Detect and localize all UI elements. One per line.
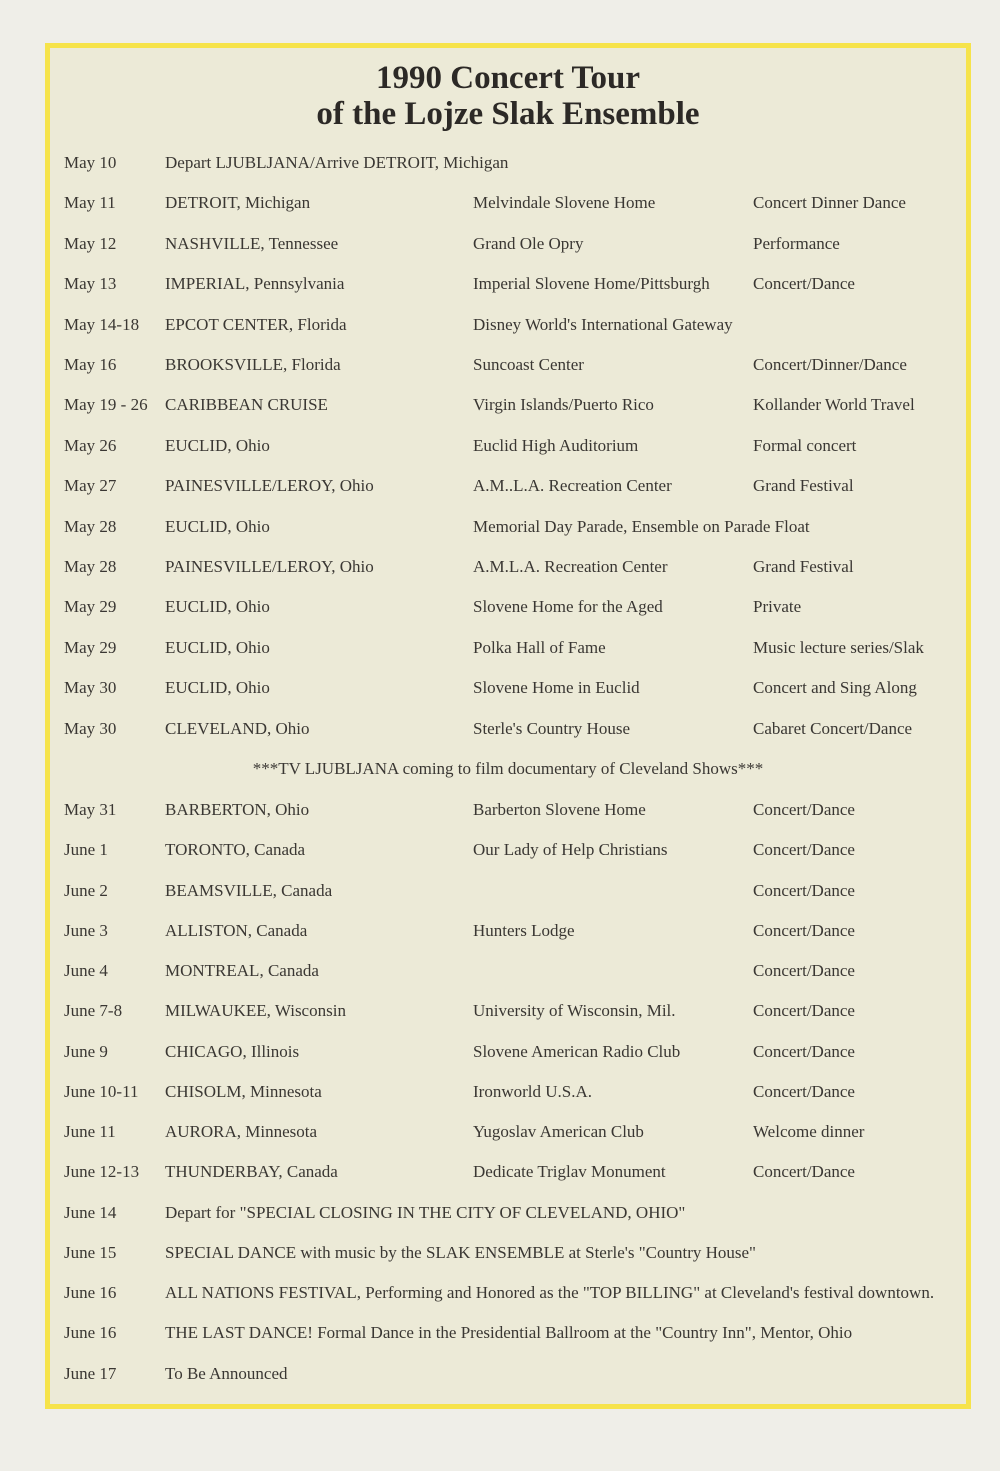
schedule-row <box>50 719 966 745</box>
schedule-row <box>50 597 966 623</box>
schedule-row <box>50 557 966 583</box>
row-event: Formal concert <box>753 435 857 455</box>
row-city: THE LAST DANCE! Formal Dance in the Presidential Ballroom at the "Country Inn", Mentor, Ohio <box>165 1323 853 1343</box>
row-date: June 14 <box>64 1202 117 1222</box>
tv-note: ***TV LJUBLJANA coming to film documentary of Cleveland Shows*** <box>252 759 764 778</box>
schedule-row <box>50 315 966 341</box>
row-venue: Ironworld U.S.A. <box>473 1081 592 1101</box>
title-line-1: 1990 Concert Tour <box>376 60 640 96</box>
row-event: Concert/Dance <box>753 840 855 860</box>
row-event: Concert/Dance <box>753 920 855 940</box>
schedule-row <box>50 1323 966 1349</box>
row-date: June 12-13 <box>64 1162 140 1182</box>
schedule-row <box>50 1203 966 1229</box>
row-city: BEAMSVILLE, Canada <box>165 880 333 900</box>
row-date: May 26 <box>64 435 117 455</box>
row-city: THUNDERBAY, Canada <box>165 1162 338 1182</box>
row-venue: Melvindale Slovene Home <box>473 193 656 213</box>
schedule-row <box>50 274 966 300</box>
row-event: Concert/Dance <box>753 800 855 819</box>
row-date: June 4 <box>64 961 108 980</box>
row-venue: Imperial Slovene Home/Pittsburgh <box>473 274 710 294</box>
row-event: Cabaret Concert/Dance <box>753 718 913 738</box>
row-city: TORONTO, Canada <box>165 840 306 860</box>
schedule-row <box>50 1364 966 1390</box>
row-event: Concert/Dance <box>753 880 855 900</box>
row-date: June 16 <box>64 1283 117 1302</box>
row-city: Depart for "SPECIAL CLOSING IN THE CITY OF CLEVELAND, OHIO" <box>165 1202 686 1222</box>
schedule-row <box>50 638 966 664</box>
schedule-row <box>50 476 966 502</box>
row-city: SPECIAL DANCE with music by the SLAK ENSEMBLE at Sterle's "Country House" <box>165 1242 756 1262</box>
row-event: Grand Festival <box>753 557 854 576</box>
row-city: BROOKSVILLE, Florida <box>165 355 341 374</box>
row-venue: A.M..L.A. Recreation Center <box>473 476 672 496</box>
row-venue: A.M.L.A. Recreation Center <box>473 557 668 576</box>
row-city: EUCLID, Ohio <box>165 637 270 657</box>
row-event: Music lecture series/Slak <box>753 637 924 657</box>
row-city: CARIBBEAN CRUISE <box>165 395 328 415</box>
row-venue: Slovene Home for the Aged <box>473 597 663 617</box>
row-city: EUCLID, Ohio <box>165 678 270 698</box>
row-event: Concert/Dance <box>753 1081 855 1101</box>
schedule-row <box>50 153 966 179</box>
row-venue: Slovene Home in Euclid <box>473 678 640 698</box>
row-venue: Our Lady of Help Christians <box>473 840 668 860</box>
row-date: June 1 <box>64 840 108 860</box>
row-event: Concert/Dance <box>753 961 855 980</box>
row-date: June 17 <box>64 1363 117 1383</box>
row-venue: Sterle's Country House <box>473 718 630 738</box>
row-date: May 30 <box>64 678 117 698</box>
row-date: June 2 <box>64 880 108 900</box>
schedule-row <box>50 840 966 866</box>
row-date: June 15 <box>64 1242 117 1262</box>
row-date: May 19 - 26 <box>64 395 148 415</box>
row-event: Concert/Dance <box>753 274 855 294</box>
row-date: May 30 <box>64 718 117 738</box>
row-event: Grand Festival <box>753 476 854 496</box>
row-city: EUCLID, Ohio <box>165 516 270 536</box>
row-city: NASHVILLE, Tennessee <box>165 233 339 253</box>
row-venue: Euclid High Auditorium <box>473 435 639 455</box>
row-city: To Be Announced <box>165 1363 288 1383</box>
row-event: Concert and Sing Along <box>753 678 917 698</box>
row-city: CLEVELAND, Ohio <box>165 718 310 738</box>
row-venue: Disney World's International Gateway <box>473 314 733 334</box>
schedule-row <box>50 436 966 462</box>
row-event: Concert/Dinner/Dance <box>753 355 907 374</box>
row-date: May 27 <box>64 476 117 496</box>
row-date: May 12 <box>64 233 117 253</box>
schedule-row <box>50 1243 966 1269</box>
schedule-row <box>50 921 966 947</box>
schedule-row <box>50 961 966 987</box>
row-venue: Suncoast Center <box>473 355 584 374</box>
row-city: CHISOLM, Minnesota <box>165 1081 322 1101</box>
schedule-row <box>50 193 966 219</box>
schedule-row <box>50 355 966 381</box>
row-event: Kollander World Travel <box>753 395 915 415</box>
schedule-row <box>50 1082 966 1108</box>
row-event: Concert/Dance <box>753 1001 855 1021</box>
row-venue: Barberton Slovene Home <box>473 800 646 819</box>
row-venue: Virgin Islands/Puerto Rico <box>473 395 654 415</box>
row-date: June 7-8 <box>64 1001 123 1021</box>
row-city: PAINESVILLE/LEROY, Ohio <box>165 476 374 496</box>
row-venue: Yugoslav American Club <box>473 1122 644 1141</box>
row-date: June 16 <box>64 1323 117 1343</box>
row-date: May 10 <box>64 153 117 172</box>
row-date: May 16 <box>64 355 117 374</box>
row-city: ALLISTON, Canada <box>165 920 308 940</box>
row-city: IMPERIAL, Pennsylvania <box>165 274 345 294</box>
schedule-row <box>50 234 966 260</box>
row-date: June 3 <box>64 920 108 940</box>
schedule-row <box>50 1122 966 1148</box>
row-date: June 11 <box>64 1122 116 1141</box>
row-venue: Grand Ole Opry <box>473 233 584 253</box>
row-city: BARBERTON, Ohio <box>165 800 310 819</box>
row-city: MILWAUKEE, Wisconsin <box>165 1001 346 1021</box>
schedule-frame <box>45 43 971 1409</box>
row-venue: Hunters Lodge <box>473 920 575 940</box>
row-city: EUCLID, Ohio <box>165 597 270 617</box>
row-date: May 28 <box>64 516 117 536</box>
row-city: ALL NATIONS FESTIVAL, Performing and Honored as the "TOP BILLING" at Cleveland's festival downtown. <box>165 1283 935 1302</box>
title-line-2: of the Lojze Slak Ensemble <box>316 96 700 132</box>
row-event: Concert/Dance <box>753 1162 855 1182</box>
row-date: May 14-18 <box>64 314 140 334</box>
row-date: May 11 <box>64 193 116 213</box>
schedule-row <box>50 678 966 704</box>
schedule-row <box>50 1283 966 1309</box>
row-event: Performance <box>753 233 840 253</box>
row-event: Private <box>753 597 802 617</box>
schedule-row <box>50 881 966 907</box>
schedule-row <box>50 395 966 421</box>
row-event: Concert Dinner Dance <box>753 193 906 213</box>
row-event: Welcome dinner <box>753 1122 865 1141</box>
schedule-row <box>50 1162 966 1188</box>
row-date: June 10-11 <box>64 1081 139 1101</box>
row-city: MONTREAL, Canada <box>165 961 319 980</box>
schedule-row <box>50 517 966 543</box>
row-venue: University of Wisconsin, Mil. <box>473 1001 676 1021</box>
schedule-row <box>50 1001 966 1027</box>
row-venue: Slovene American Radio Club <box>473 1041 681 1061</box>
row-city: AURORA, Minnesota <box>165 1122 318 1141</box>
row-date: May 28 <box>64 557 117 576</box>
row-venue: Memorial Day Parade, Ensemble on Parade Float <box>473 516 810 536</box>
schedule-row <box>50 800 966 826</box>
row-city: Depart LJUBLJANA/Arrive DETROIT, Michigan <box>165 153 509 172</box>
row-city: EPCOT CENTER, Florida <box>165 314 347 334</box>
row-city: DETROIT, Michigan <box>165 193 311 213</box>
row-date: May 29 <box>64 597 117 617</box>
row-city: PAINESVILLE/LEROY, Ohio <box>165 557 374 576</box>
row-city: EUCLID, Ohio <box>165 435 270 455</box>
row-venue: Polka Hall of Fame <box>473 637 606 657</box>
schedule-row <box>50 1042 966 1068</box>
row-date: May 29 <box>64 637 117 657</box>
row-event: Concert/Dance <box>753 1041 855 1061</box>
row-date: June 9 <box>64 1041 108 1061</box>
row-date: May 13 <box>64 274 117 294</box>
row-venue: Dedicate Triglav Monument <box>473 1162 666 1182</box>
row-city: CHICAGO, Illinois <box>165 1041 300 1061</box>
row-date: May 31 <box>64 800 117 819</box>
